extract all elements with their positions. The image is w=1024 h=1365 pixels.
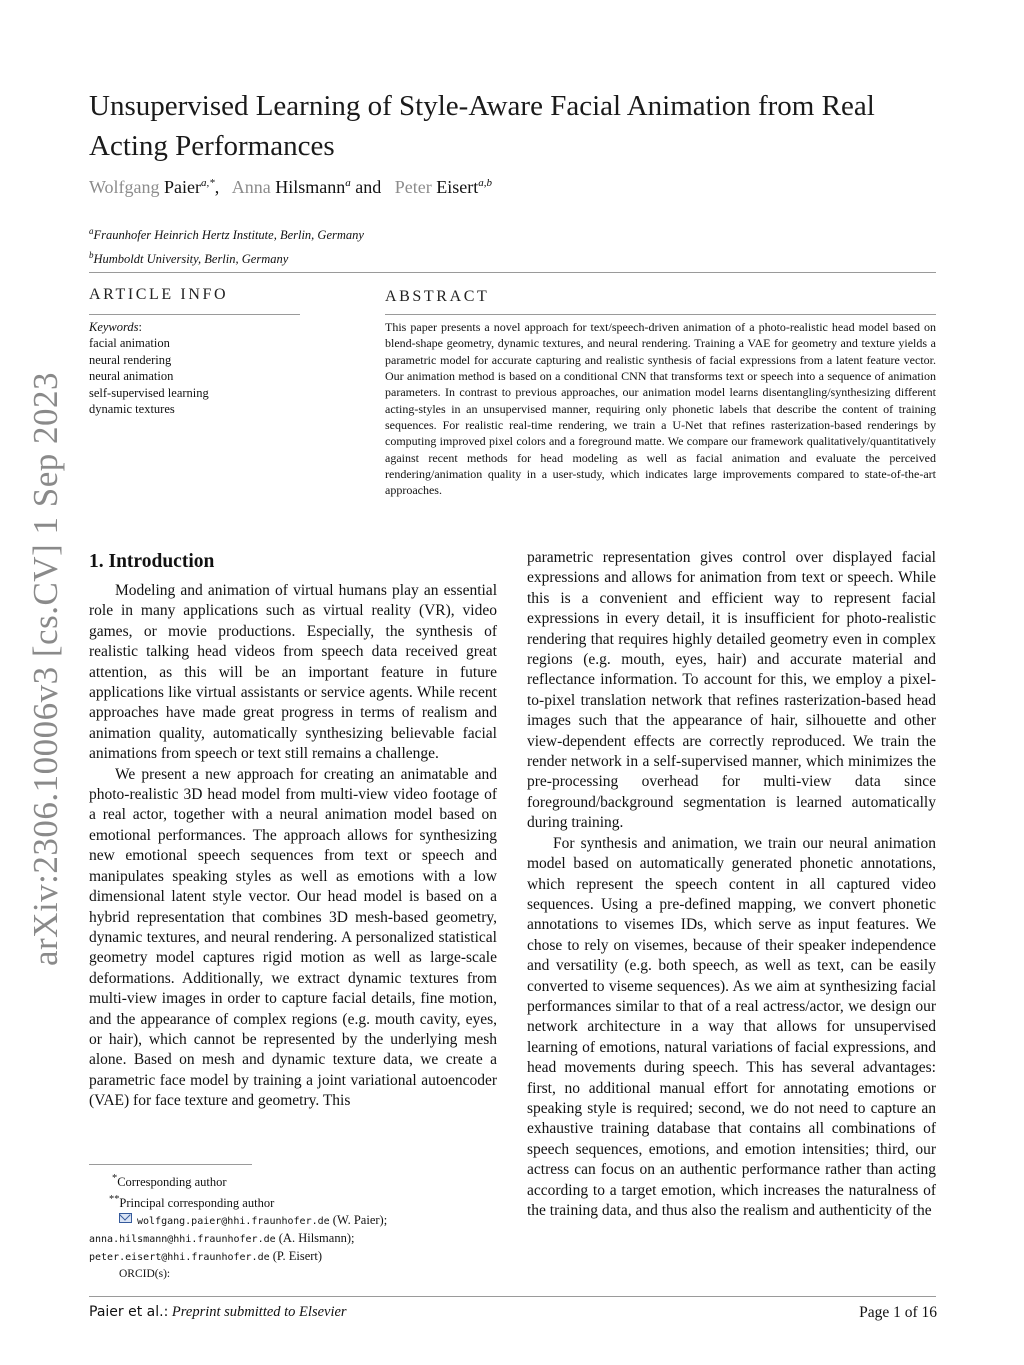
- article-info-heading: ARTICLE INFO: [89, 286, 229, 303]
- keyword: neural animation: [89, 369, 174, 384]
- header-divider: [89, 272, 936, 273]
- email-link[interactable]: anna.hilsmann@hhi.fraunhofer.de: [89, 1234, 276, 1246]
- keywords-label: Keywords:: [89, 320, 143, 334]
- section-heading-introduction: 1. Introduction: [89, 551, 215, 572]
- email-link[interactable]: wolfgang.paier@hhi.fraunhofer.de: [137, 1216, 330, 1228]
- abstract-body: This paper presents a novel approach for text/speech-driven animation of a photo-realistic head model based on blend-shape geometry, dynamic textures, and neural rendering. Training a VAE for geometry and texture yields a parametric model for accurate capturing and realistic synthesis of facial expressions from a latent feature vector. Our animation method is based on a conditional CNN that transforms text or speech into a sequence of animation parameters. In contrast to previous approaches, our animation model learns disentangling/synthesizing different acting-styles in an unsupervised manner, requiring only phonetic labels that describe the content of training sequences. For realistic real-time rendering, we train a U-Net that refines rasterization-based renderings by computing improved pixel colors and a foreground matte. We compare our framework qualitatively/quantitatively against recent methods for head modeling as well as facial animation and evaluate the perceived rendering/animation quality in a user-study, which indicates large improvements compared to state-of-the-art approaches.: [385, 320, 936, 498]
- paper-title: Unsupervised Learning of Style-Aware Facial Animation from Real Acting Performances: [89, 90, 875, 162]
- affiliation: $^b$Humboldt University, Berlin, Germany: [89, 250, 289, 267]
- footnote-divider: [89, 1164, 252, 1165]
- footnotes: [89, 1170, 497, 1283]
- paragraph: Modeling and animation of virtual humans play an essential role in many applications such as virtual reality (VR), video games, or movie productions. Especially, the synthesis of realistic talking head videos from speech data received great attention, as this will be an important feature in future applications like virtual assistants or service agents. While recent approaches have made great progress in terms of realism and animation quality, automatically synthesizing believable facial animations from speech or text still remains a challenge.: [89, 582, 497, 763]
- footnote-email: wolfgang.paier@hhi.fraunhofer.de (W. Paier);: [89, 1212, 497, 1230]
- keyword: dynamic textures: [89, 402, 175, 417]
- footnote-corresponding: *Corresponding author: [112, 1173, 227, 1190]
- affiliation: $^a$Fraunhofer Heinrich Hertz Institute, Berlin, Germany: [89, 226, 364, 243]
- keywords-list: [89, 319, 209, 417]
- keyword: self-supervised learning: [89, 385, 209, 400]
- footnote-email: peter.eisert@hhi.fraunhofer.de (P. Eisert): [89, 1249, 323, 1264]
- author: Peter Eisert$^{a,b}$: [394, 177, 493, 197]
- paragraph: parametric representation gives control over displayed facial expressions and allows for animation from text or speech. While this is a convenient and efficient way to represent facial expressions in every detail, it is insufficient for photo-realistic rendering that requires highly detailed geometry even in complex regions (e.g. mouth, eyes, hair) and accurate material and reflectance information. To account for this, we employ a pixel-to-pixel translation network that refines rasterization-based head images such that the appearance of hair, silhouette and other view-dependent effects are correctly reproduced. We train the render network in a self-supervised manner, which minimizes the pre-processing overhead for multi-view data since foreground/background segmentation is learned automatically during training.: [527, 549, 936, 832]
- page-number: Page 1 of 16: [859, 1304, 937, 1321]
- footnote-principal: **Principal corresponding author: [109, 1194, 275, 1211]
- footnote-orcid: ORCID(s):: [119, 1268, 171, 1281]
- paragraph: We present a new approach for creating an animatable and photo-realistic 3D head model from multi-view video footage of a real actor, together with a neural animation model based on emotional performances. The approach allows for synthesizing new emotional speech sequences from text or speech and manipulates speaking styles as well as emotions with a low dimensional latent style vector. Our head model is based on a hybrid representation that combines 3D mesh-based geometry, dynamic textures, and neural rendering. A personalized statistical geometry model captures rigid motion as well as large-scale deformations. Additionally, we extract dynamic textures from multi-view images in order to capture facial details, fine motion, and the appearance of complex regions (e.g. mouth cavity, eyes, or hair), which cannot be represented by the underlying mesh alone. Based on mesh and dynamic texture data, we create a parametric face model by training a joint variational autoencoder (VAE) for face texture and geometry. This: [89, 765, 497, 1110]
- affiliations: [89, 221, 364, 269]
- abstract-heading: ABSTRACT: [385, 288, 490, 305]
- body-column-left: [89, 581, 497, 1112]
- keyword: neural rendering: [89, 352, 172, 367]
- arxiv-stamp: [16, 371, 76, 967]
- arxiv-stamp-text: arXiv:2306.10006v3 [cs.CV] 1 Sep 2023: [26, 371, 66, 967]
- footnote-email: anna.hilsmann@hhi.fraunhofer.de (A. Hilsmann);: [89, 1231, 355, 1246]
- keyword: facial animation: [89, 336, 170, 351]
- article-info-divider: [89, 314, 300, 315]
- author-list: [89, 177, 492, 198]
- author: Anna Hilsmann$^a$ and: [231, 177, 391, 197]
- body-column-right: [527, 548, 936, 1221]
- footer-divider: [89, 1296, 936, 1297]
- footer-citation: Paier et al.: Preprint submitted to Elsevier: [89, 1304, 347, 1320]
- email-link[interactable]: peter.eisert@hhi.fraunhofer.de: [89, 1252, 270, 1264]
- author: Wolfgang Paier$^{a,*}$,: [89, 177, 229, 197]
- abstract-divider: [385, 314, 936, 315]
- envelope-icon: [119, 1213, 132, 1223]
- paragraph: For synthesis and animation, we train our neural animation model based on automatically generated phonetic annotations, which represent the speech content in all captured video sequences. Using a pre-defined mapping, we convert phonetic annotations to visemes IDs, which serve as input features. We chose to rely on visemes, because of their speaker independence and versatility (e.g. both speech, as well as text, can be easily converted to viseme sequences). As we aim at synthesizing facial performances similar to that of a real actress/actor, we design our network architecture in a way that allows for unsupervised learning of emotions, natural variations of facial expressions, and head movements during speech. This has several advantages: first, no additional manual effort for annotating emotions or speaking style is required; second, we do not need to capture an exhaustive training database that contains all combinations of speech sequences, emotions, and emotion intensities; third, our actress can focus on an authentic performance rather than acting according to a target emotion, which increases the naturalness of the training data, and thus also the realism and authenticity of the: [527, 834, 936, 1219]
